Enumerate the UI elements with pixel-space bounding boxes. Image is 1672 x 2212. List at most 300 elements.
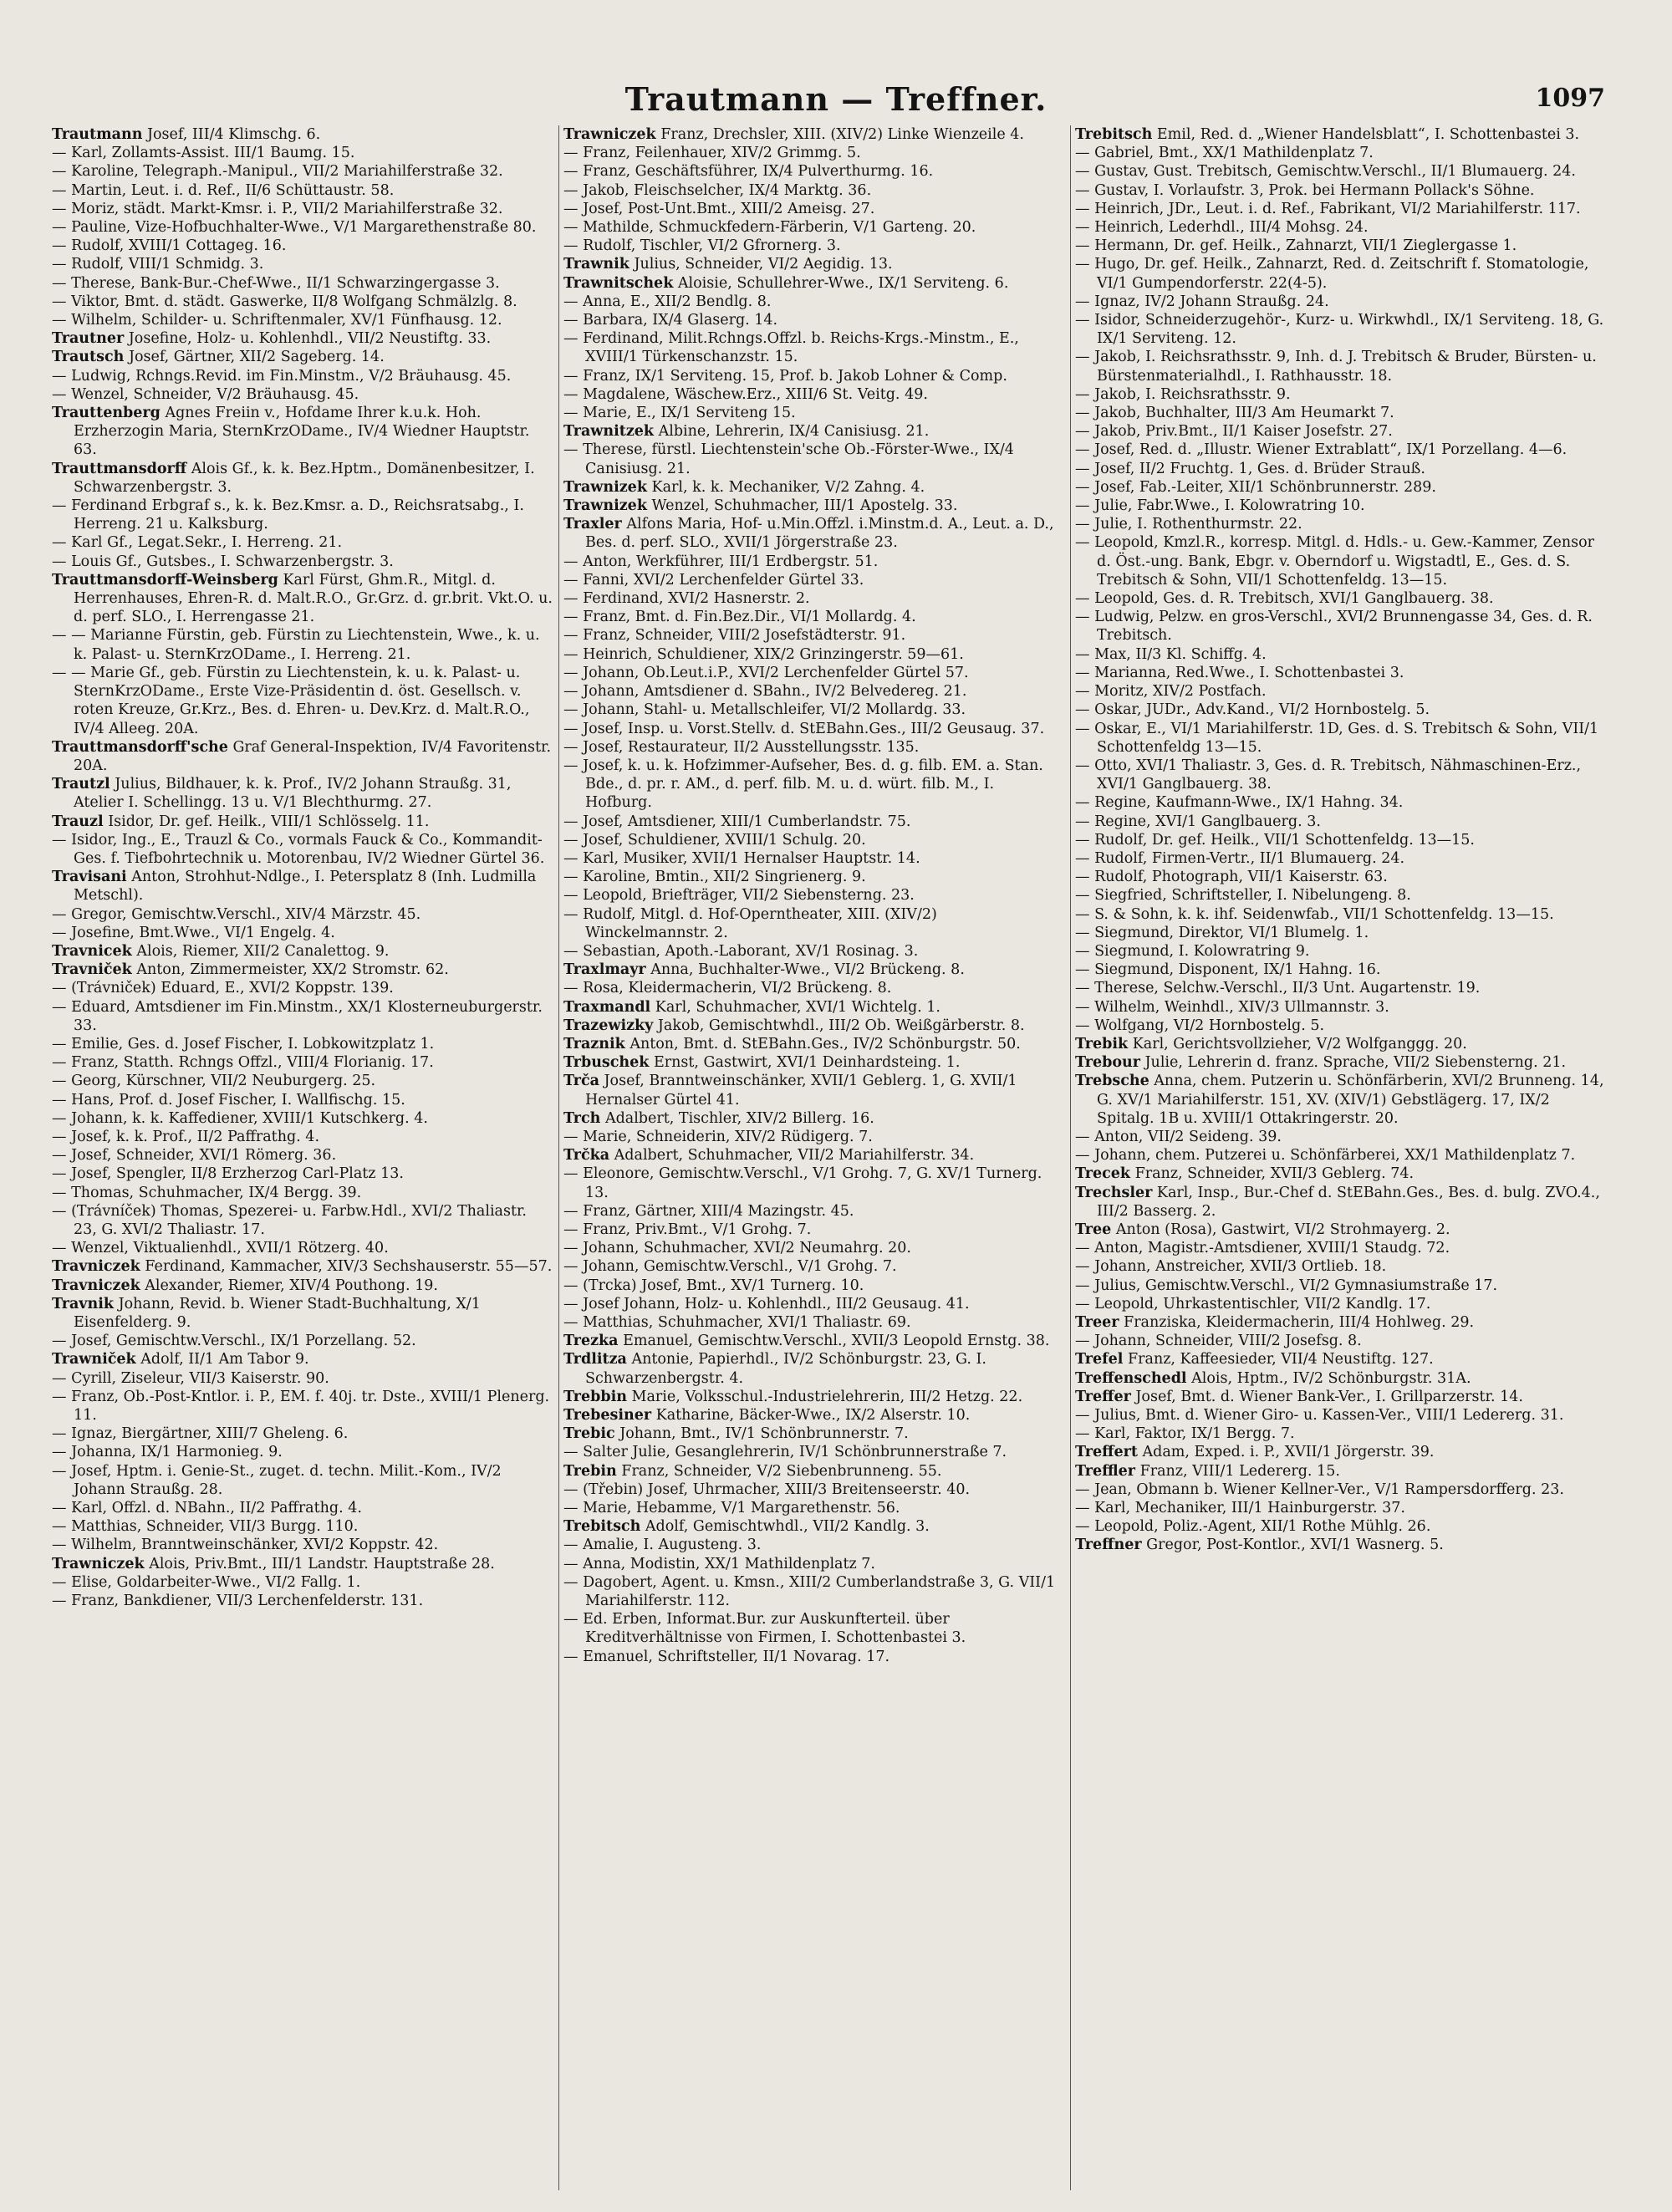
entry-surname: Trdlitza [563,1351,627,1368]
entry-text: — Marianna, Red.Wwe., I. Schottenbastei 3. [1075,664,1404,681]
entry-text: — Leopold, Uhrkastentischler, VII/2 Kandlg. 17. [1075,1295,1431,1312]
entry-surname: Travniczek [52,1258,140,1276]
entry-text: — Eduard, Amtsdiener im Fin.Minstm., XX/1 Klosterneuburgerstr. 33. [52,998,543,1034]
directory-entry [563,162,1065,181]
entry-text: — Franz, Ob.-Post-Kntlor. i. P., EM. f. 40j. tr. Dste., XVIII/1 Plenerg. 11. [52,1388,550,1425]
directory-entry [563,1499,1065,1517]
entry-text: — Louis Gf., Gutsbes., I. Schwarzenbergstr. 3. [52,553,394,570]
entry-text: Alois, Priv.Bmt., III/1 Landstr. Hauptstraße 28. [149,1555,495,1572]
directory-entry [563,720,1065,738]
entry-text: — Julius, Bmt. d. Wiener Giro- u. Kassen-Ver., VIII/1 Ledererg. 31. [1075,1407,1564,1425]
directory-entry [563,1072,1065,1109]
entry-text: — Josef, Gemischtw.Verschl., IX/1 Porzellang. 52. [52,1333,416,1350]
entry-surname: Trebik [1075,1035,1129,1052]
entry-text: — Josef, Schneider, XVI/1 Römerg. 36. [52,1147,337,1165]
entry-text: — Ed. Erben, Informat.Bur. zur Auskunfterteil. über Kreditverhältnisse von Firmen, I. Schottenbastei 3. [563,1611,966,1647]
directory-entry [1075,200,1610,218]
directory-entry [563,1406,1065,1425]
directory-entry [1075,1462,1610,1481]
directory-entry [52,905,553,924]
directory-entry [52,961,553,979]
entry-surname: Trauttmansdorff [52,460,187,477]
directory-entry [52,1517,553,1536]
directory-entry [563,441,1065,477]
entry-text: — Therese, Selchw.-Verschl., II/3 Unt. Augartenstr. 19. [1075,980,1481,997]
entry-text: — Johann, Gemischtw.Verschl., V/1 Grohg. 7. [563,1258,897,1276]
entry-text: — Josef, Hptm. i. Genie-St., zuget. d. techn. Milit.-Kom., IV/2 Johann Straußg. 28. [52,1462,502,1498]
directory-entry [1075,162,1610,181]
entry-text: Josef, III/4 Klimschg. 6. [147,126,321,143]
entry-surname: Trebour [1075,1054,1140,1072]
entry-surname: Traxlmayr [563,961,646,979]
entry-text: — Karl Gf., Legat.Sekr., I. Herreng. 21. [52,534,343,552]
entry-surname: Trawnik [563,256,630,273]
directory-entry [563,329,1065,366]
entry-text: Wenzel, Schuhmacher, III/1 Apostelg. 33. [651,497,958,515]
directory-entry [563,849,1065,868]
directory-entry [1075,1425,1610,1443]
entry-text: Alois, Riemer, XII/2 Canalettog. 9. [136,942,390,960]
entry-text: — Heinrich, Lederhdl., III/4 Mohsg. 24. [1075,219,1369,237]
entry-text: — Georg, Kürschner, VII/2 Neuburgerg. 25. [52,1073,376,1090]
entry-text: Aloisie, Schullehrer-Wwe., IX/1 Serviteng. 6. [677,274,1009,292]
entry-text: — Viktor, Bmt. d. städt. Gaswerke, II/8 Wolfgang Schmälzlg. 8. [52,293,517,310]
directory-entry [52,293,553,311]
entry-text: Franz, Kaffeesieder, VII/4 Neustiftg. 127. [1128,1351,1434,1368]
directory-entry [563,1388,1065,1406]
entry-text: — Siegmund, Disponent, IX/1 Hahng. 16. [1075,961,1381,979]
directory-entry [1075,1072,1610,1128]
entry-text: — Mathilde, Schmuckfedern-Färberin, V/1 Garteng. 20. [563,219,976,237]
directory-entry [1075,942,1610,961]
entry-surname: Trebic [563,1425,615,1443]
entry-surname: Trčka [563,1147,610,1165]
directory-entry [1075,1517,1610,1536]
entry-text: Josef, Bmt. d. Wiener Bank-Ver., I. Grillparzerstr. 14. [1135,1388,1523,1405]
entry-text: Anton, Zimmermeister, XX/2 Stromstr. 62. [136,961,449,979]
entry-text: — Regine, Kaufmann-Wwe., IX/1 Hahng. 34. [1075,794,1404,812]
directory-entry [563,478,1065,497]
directory-entry [1075,998,1610,1017]
directory-entry [1075,1406,1610,1425]
directory-entry [52,125,553,144]
directory-entry [52,1091,553,1109]
directory-entry [1075,793,1610,812]
page-number: 1097 [1535,84,1605,113]
directory-entry [563,1313,1065,1332]
entry-text: — Elise, Goldarbeiter-Wwe., VI/2 Fallg. 1. [52,1573,361,1591]
entry-text: Adolf, Gemischtwhdl., VII/2 Kandlg. 3. [645,1518,930,1536]
directory-entry [52,626,553,663]
directory-entry [1075,1481,1610,1499]
directory-entry [1075,385,1610,404]
entry-text: Josef, Gärtner, XII/2 Sageberg. 14. [128,349,385,366]
entry-text: — Franz, Feilenhauer, XIV/2 Grimmg. 5. [563,145,861,162]
entry-text: — Karl, Faktor, IX/1 Bergg. 7. [1075,1425,1295,1443]
entry-text: — Franz, Statth. Rchngs Offzl., VIII/4 Florianig. 17. [52,1054,434,1072]
entry-text: Ernst, Gastwirt, XVI/1 Deinhardsteing. 1. [654,1054,961,1072]
entry-text: — Gustav, Gust. Trebitsch, Gemischtw.Verschl., II/1 Blumauerg. 24. [1075,163,1576,181]
entry-text: Graf General-Inspektion, IV/4 Favoritenstr. 20A. [74,738,552,774]
entry-text: — Johanna, IX/1 Harmonieg. 9. [52,1444,283,1461]
entry-surname: Treer [1075,1314,1119,1331]
entry-text: — Cyrill, Ziseleur, VII/3 Kaiserstr. 90. [52,1369,329,1387]
directory-entry [52,1202,553,1239]
entry-surname: Trebin [563,1462,617,1480]
entry-surname: Traxmandl [563,998,651,1016]
directory-entry [563,293,1065,311]
entry-text: — Josef, Schuldiener, XVIII/1 Schulg. 20. [563,831,866,849]
entry-text: — Barbara, IX/4 Glaserg. 14. [563,312,778,329]
entry-text: — Emanuel, Schriftsteller, II/1 Novarag. 17. [563,1648,890,1665]
entry-text: — Josef, Insp. u. Vorst.Stellv. d. StEBahn.Ges., III/2 Geusaug. 37. [563,720,1045,737]
directory-entry [1075,1369,1610,1388]
directory-entry [52,1388,553,1425]
directory-entry [563,1295,1065,1313]
entry-text: — Magdalene, Wäschew.Erz., XIII/6 St. Veitg. 49. [563,385,928,403]
directory-entry [52,1053,553,1072]
directory-entry [52,831,553,868]
directory-entry [563,404,1065,422]
directory-entry [1075,1128,1610,1146]
directory-entry [563,831,1065,849]
entry-text: — Rosa, Kleidermacherin, VI/2 Brückeng. 8. [563,980,892,997]
directory-entry [52,1035,553,1053]
entry-text: — Wenzel, Schneider, V/2 Bräuhausg. 45. [52,385,359,403]
entry-text: Josefine, Holz- u. Kohlenhdl., VII/2 Neustiftg. 33. [128,330,492,348]
directory-entry [563,1462,1065,1481]
directory-entry [563,1017,1065,1035]
directory-entry [563,1481,1065,1499]
entry-surname: Travisani [52,869,127,886]
directory-entry [52,813,553,831]
entry-text: — — Marianne Fürstin, geb. Fürstin zu Liechtenstein, Wwe., k. u. k. Palast- u. SternKrzODame., I. Herreng. 21. [52,627,540,663]
directory-entry [1075,515,1610,533]
directory-entry [563,1443,1065,1461]
directory-entry [52,1443,553,1461]
page-header [0,80,1672,122]
entry-surname: Treffner [1075,1537,1142,1554]
directory-entry [563,125,1065,144]
entry-surname: Trautner [52,330,125,348]
directory-entry [1075,478,1610,497]
entry-text: — Johann, Schuhmacher, XVI/2 Neumahrg. 20. [563,1240,911,1257]
page-title: Trautmann — Treffner. [624,80,1048,118]
directory-entry [563,255,1065,273]
directory-entry [52,1499,553,1517]
entry-surname: Trebsche [1075,1073,1150,1090]
entry-text: Adam, Exped. i. P., XVII/1 Jörgerstr. 39. [1142,1444,1435,1461]
directory-entry [563,497,1065,515]
directory-entry [1075,1536,1610,1554]
directory-entry [52,571,553,627]
directory-entry [52,1369,553,1388]
entry-text: Karl, Insp., Bur.-Chef d. StEBahn.Ges., Bes. d. bulg. ZVO.4., III/2 Basserg. 2. [1097,1184,1600,1220]
directory-entry [563,998,1065,1017]
entry-text: — Karoline, Bmtin., XII/2 Singrienerg. 9. [563,869,866,886]
entry-surname: Traznik [563,1035,625,1052]
entry-surname: Trawnitzek [563,423,655,441]
entry-surname: Traxler [563,516,622,533]
directory-entry [52,348,553,366]
entry-text: — Ludwig, Rchngs.Revid. im Fin.Minstm., V/2 Bräuhausg. 45. [52,367,512,385]
entry-text: Anton (Rosa), Gastwirt, VI/2 Strohmayerg. 2. [1115,1221,1450,1238]
entry-surname: Trawnitschek [563,274,674,292]
entry-text: — Franz, Schneider, VIII/2 Josefstädterstr. 91. [563,627,906,645]
directory-entry [52,1332,553,1350]
entry-text: Agnes Freiin v., Hofdame Ihrer k.u.k. Hoh. Erzherzogin Maria, SternKrzODame., IV/4 Wiedner Hauptstr. 63. [74,405,530,459]
entry-text: — Leopold, Kmzl.R., korresp. Mitgl. d. Hdls.- u. Gew.-Kammer, Zensor d. Öst.-ung. Bank, Ebgr. v. Oberndorf u. Wigstadtl, E., Ges. d. S. Trebitsch & Sohn, VII/1 Schottenfeldg. 13—15. [1075,534,1594,589]
entry-surname: Trauttmansdorff'sche [52,738,228,756]
entry-surname: Trbuschek [563,1054,650,1072]
entry-surname: Trebbin [563,1388,627,1405]
directory-entry [563,1202,1065,1221]
entry-text: — (Třebin) Josef, Uhrmacher, XIII/3 Breitenseerstr. 40. [563,1481,971,1498]
directory-entry [1075,441,1610,459]
directory-entry [563,738,1065,757]
directory-entry [563,1555,1065,1573]
directory-entry [52,329,553,348]
entry-text: — Karl, Offzl. d. NBahn., II/2 Paffrathg. 4. [52,1500,362,1517]
directory-entry [52,1165,553,1183]
directory-entry [1075,1165,1610,1183]
entry-text: Anton, Bmt. d. StEBahn.Ges., IV/2 Schönburgstr. 50. [630,1035,1021,1052]
directory-entry [52,1425,553,1443]
directory-entry [1075,1035,1610,1053]
directory-entry [563,1257,1065,1276]
entry-text: — Franz, Gärtner, XIII/4 Mazingstr. 45. [563,1202,854,1220]
directory-entry [52,979,553,997]
directory-entry [563,1536,1065,1554]
directory-entry [1075,1239,1610,1257]
entry-text: — Wolfgang, VI/2 Hornbostelg. 5. [1075,1017,1325,1034]
entry-text: — Johann, k. k. Kaffediener, XVIII/1 Kutschkerg. 4. [52,1109,428,1127]
entry-surname: Trechsler [1075,1184,1153,1201]
entry-text: — Heinrich, JDr., Leut. i. d. Ref., Fabrikant, VI/2 Mariahilferstr. 117. [1075,200,1581,217]
directory-entry [1075,348,1610,385]
directory-entry [52,1257,553,1276]
directory-entry [563,608,1065,626]
directory-entry [563,1239,1065,1257]
entry-text: — Jakob, I. Reichsrathsstr. 9, Inh. d. J. Trebitsch & Bruder, Bürsten- u. Bürstenmaterialhdl., I. Rathhausstr. 18. [1075,349,1597,385]
entry-text: — Josef, Restaurateur, II/2 Ausstellungsstr. 135. [563,738,920,756]
directory-entry [563,1128,1065,1146]
directory-entry [1075,144,1610,162]
entry-text: — Therese, Bank-Bur.-Chef-Wwe., II/1 Schwarzingergasse 3. [52,274,500,292]
entry-text: — Anton, Magistr.-Amtsdiener, XVIII/1 Staudg. 72. [1075,1240,1450,1257]
entry-text: — Eleonore, Gemischtw.Verschl., V/1 Grohg. 7, G. XV/1 Turnerg. 13. [563,1165,1042,1201]
entry-text: Emil, Red. d. „Wiener Handelsblatt“, I. Schottenbastei 3. [1156,126,1580,143]
entry-text: — Josef, k. u. k. Hofzimmer-Aufseher, Bes. d. g. filb. EM. a. Stan. Bde., d. pr. r. AM., d. perf. filb. M. u. d. würt. filb. M., I. Hofburg. [563,757,1043,812]
entry-text: Johann, Revid. b. Wiener Stadt-Buchhaltung, X/1 Eisenfelderg. 9. [74,1295,481,1331]
entry-text: — S. & Sohn, k. k. ihf. Seidenwfab., VII/1 Schottenfeldg. 13—15. [1075,905,1554,923]
entry-text: — Wilhelm, Schilder- u. Schriftenmaler, XV/1 Fünfhausg. 12. [52,312,502,329]
directory-entry [52,497,553,533]
directory-entry [1075,1053,1610,1072]
directory-entry [52,385,553,404]
directory-entry [563,385,1065,404]
entry-text: — Hermann, Dr. gef. Heilk., Zahnarzt, VII/1 Zieglergasse 1. [1075,237,1517,255]
entry-text: — Max, II/3 Kl. Schiffg. 4. [1075,645,1267,663]
entry-text: Anna, chem. Putzerin u. Schönfärberin, XVI/2 Brunneng. 14, G. XV/1 Mariahilferstr. 151, XV. (XIV/1) Gebstlägerg. 17, IX/2 Spitalg. 1B u. XVIII/1 Ottakringerstr. 20. [1097,1073,1604,1127]
entry-text: — Rudolf, Tischler, VI/2 Gfrornerg. 3. [563,237,841,255]
entry-text: — Gabriel, Bmt., XX/1 Mathildenplatz 7. [1075,145,1374,162]
entry-text: — Johann, Ob.Leut.i.P., XVI/2 Lerchenfelder Gürtel 57. [563,664,969,681]
directory-entry [563,682,1065,701]
entry-surname: Trawniček [52,1351,136,1368]
entry-text: Katharine, Bäcker-Wwe., IX/2 Alserstr. 10. [655,1407,971,1425]
entry-text: — Sebastian, Apoth.-Laborant, XV/1 Rosinag. 3. [563,942,919,960]
entry-text: — Jakob, Priv.Bmt., II/1 Kaiser Josefstr. 27. [1075,423,1393,441]
entry-text: — Amalie, I. Augusteng. 3. [563,1537,762,1554]
entry-text: — Ferdinand, XVI/2 Hasnerstr. 2. [563,590,810,608]
column-right [1075,125,1610,2199]
entry-text: — Gustav, I. Vorlaufstr. 3, Prok. bei Hermann Pollack's Söhne. [1075,181,1535,199]
directory-entry [563,200,1065,218]
directory-entry [52,1109,553,1128]
directory-entry [1075,237,1610,255]
entry-text: — Marie, E., IX/1 Serviteng 15. [563,405,796,422]
entry-surname: Treffler [1075,1462,1135,1480]
entry-text: — (Trcka) Josef, Bmt., XV/1 Turnerg. 10. [563,1277,864,1294]
directory-entry [1075,1295,1610,1313]
entry-text: — Karl, Zollamts-Assist. III/1 Baumg. 15. [52,145,355,162]
directory-entry [563,1165,1065,1201]
directory-entry [1075,682,1610,701]
directory-entry [1075,849,1610,868]
entry-text: Alfons Maria, Hof- u.Min.Offzl. i.Minstm.d. A., Leut. a. D., Bes. d. perf. SLO., XVII/1 Jörgerstraße 23. [585,516,1054,552]
entry-text: — Franz, Bankdiener, VII/3 Lerchenfelderstr. 131. [52,1593,424,1610]
entry-text: Adalbert, Tischler, XIV/2 Billerg. 16. [604,1109,874,1127]
directory-entry [52,200,553,218]
entry-surname: Tree [1075,1221,1112,1238]
directory-entry [563,645,1065,664]
entry-surname: Travnik [52,1295,114,1312]
entry-text: — Ferdinand, Milit.Rchngs.Offzl. b. Reichs-Krgs.-Minstm., E., XVIII/1 Türkenschanzstr. 15. [563,330,1019,366]
directory-entry [563,905,1065,942]
directory-entry [52,924,553,942]
entry-surname: Trch [563,1109,601,1127]
directory-entry [1075,720,1610,757]
entry-text: — Johann, chem. Putzerei u. Schönfärberei, XX/1 Mathildenplatz 7. [1075,1147,1576,1165]
directory-entry [563,1610,1065,1647]
column-middle [563,125,1065,2199]
directory-entry [1075,886,1610,905]
entry-text: — Therese, fürstl. Liechtenstein'sche Ob.-Förster-Wwe., IX/4 Canisiusg. 21. [563,441,1014,477]
directory-entry [1075,1332,1610,1350]
entry-text: — Rudolf, Mitgl. d. Hof-Operntheater, XIII. (XIV/2) Winckelmannstr. 2. [563,905,937,941]
entry-text: — Rudolf, Firmen-Vertr., II/1 Blumauerg. 24. [1075,849,1405,867]
directory-entry [563,1109,1065,1128]
directory-entry [563,1332,1065,1350]
directory-entry [52,1295,553,1332]
entry-surname: Treffer [1075,1388,1131,1405]
entry-text: — Jakob, Buchhalter, III/3 Am Heumarkt 7. [1075,405,1394,422]
entry-surname: Trefel [1075,1351,1124,1368]
directory-entry [563,1053,1065,1072]
entry-text: — Leopold, Ges. d. R. Trebitsch, XVI/1 Ganglbauerg. 38. [1075,590,1494,608]
entry-text: Ferdinand, Kammacher, XIV/3 Sechshauserstr. 55—57. [145,1258,553,1276]
directory-entry [563,942,1065,961]
entry-surname: Trebitsch [1075,126,1153,143]
entry-text: — Heinrich, Schuldiener, XIX/2 Grinzingerstr. 59—61. [563,645,964,663]
entry-surname: Travniček [52,961,132,979]
entry-text: Franz, Schneider, V/2 Siebenbrunneng. 55. [621,1462,942,1480]
directory-entry [52,998,553,1035]
entry-text: — Jakob, Fleischselcher, IX/4 Marktg. 36. [563,181,872,199]
directory-entry [52,237,553,255]
entry-text: Karl, Schuhmacher, XVI/1 Wichtelg. 1. [655,998,940,1016]
directory-entry [52,664,553,738]
entry-text: Adalbert, Schuhmacher, VII/2 Mariahilferstr. 34. [614,1147,975,1165]
entry-text: — Rudolf, VIII/1 Schmidg. 3. [52,256,264,273]
entry-text: Anton, Strohhut-Ndlge., I. Petersplatz 8 (Inh. Ludmilla Metschl). [74,869,537,905]
entry-text: Albine, Lehrerin, IX/4 Canisiusg. 21. [658,423,930,441]
entry-text: — Thomas, Schuhmacher, IX/4 Bergg. 39. [52,1184,362,1201]
directory-entry [563,1146,1065,1165]
entry-surname: Trawniczek [563,126,656,143]
entry-surname: Trautsch [52,349,125,366]
entry-surname: Trezka [563,1333,619,1350]
entry-text: — Leopold, Poliz.-Agent, XII/1 Rothe Mühlg. 26. [1075,1518,1431,1536]
directory-entry [1075,1443,1610,1461]
entry-text: — Matthias, Schneider, VII/3 Burgg. 110. [52,1518,359,1536]
entry-text: Franz, Schneider, XVII/3 Geblerg. 74. [1134,1165,1415,1183]
entry-text: — Pauline, Vize-Hofbuchhalter-Wwe., V/1 Margarethenstraße 80. [52,219,537,237]
directory-entry [563,237,1065,255]
directory-entry [52,1350,553,1368]
entry-text: — Julius, Gemischtw.Verschl., VI/2 Gymnasiumstraße 17. [1075,1277,1498,1294]
directory-entry [563,311,1065,329]
directory-entry [1075,979,1610,997]
entry-surname: Trawnizek [563,497,647,515]
directory-entry [563,1425,1065,1443]
entry-surname: Trawnizek [563,478,647,496]
directory-entry [1075,125,1610,144]
directory-entry [563,1035,1065,1053]
entry-text: Isidor, Dr. gef. Heilk., VIII/1 Schlösselg. 11. [108,813,430,830]
entry-text: — Wilhelm, Branntweinschänker, XVI/2 Koppstr. 42. [52,1537,439,1554]
entry-text: — Josef, k. k. Prof., II/2 Paffrathg. 4. [52,1128,320,1145]
directory-entry [52,218,553,237]
entry-text: — Josef, Spengler, II/8 Erzherzog Carl-Platz 13. [52,1165,404,1183]
entry-text: — Josef Johann, Holz- u. Kohlenhdl., III/2 Geusaug. 41. [563,1295,970,1312]
directory-entry [1075,497,1610,515]
entry-surname: Trauzl [52,813,104,830]
entry-text: — Johann, Stahl- u. Metallschleifer, VI/2 Mollardg. 33. [563,701,966,719]
directory-entry [52,274,553,293]
entry-surname: Trawniczek [52,1555,145,1572]
directory-entry [563,1221,1065,1239]
entry-text: — Rudolf, Dr. gef. Heilk., VII/1 Schottenfeldg. 13—15. [1075,831,1475,849]
directory-entry [1075,645,1610,664]
column-rule [1070,125,1071,2190]
entry-text: — Wenzel, Viktualienhdl., XVII/1 Rötzerg. 40. [52,1240,389,1257]
entry-text: — Josef, II/2 Fruchtg. 1, Ges. d. Brüder Strauß. [1075,460,1425,477]
entry-text: — Anna, Modistin, XX/1 Mathildenplatz 7. [563,1555,875,1572]
directory-entry [52,311,553,329]
entry-text: Marie, Volksschul.-Industrielehrerin, III/2 Hetzg. 22. [631,1388,1023,1405]
entry-text: — Fanni, XVI/2 Lerchenfelder Gürtel 33. [563,571,864,589]
directory-entry [52,1277,553,1295]
entry-text: — Gregor, Gemischtw.Verschl., XIV/4 Märzstr. 45. [52,905,421,923]
directory-entry [563,979,1065,997]
directory-entry [563,553,1065,571]
entry-surname: Trča [563,1073,599,1090]
entry-text: Karl, Gerichtsvollzieher, V/2 Wolfganggg. 20. [1132,1035,1467,1052]
directory-entry [52,1146,553,1165]
entry-text: — Karl, Mechaniker, III/1 Hainburgerstr. 37. [1075,1500,1405,1517]
